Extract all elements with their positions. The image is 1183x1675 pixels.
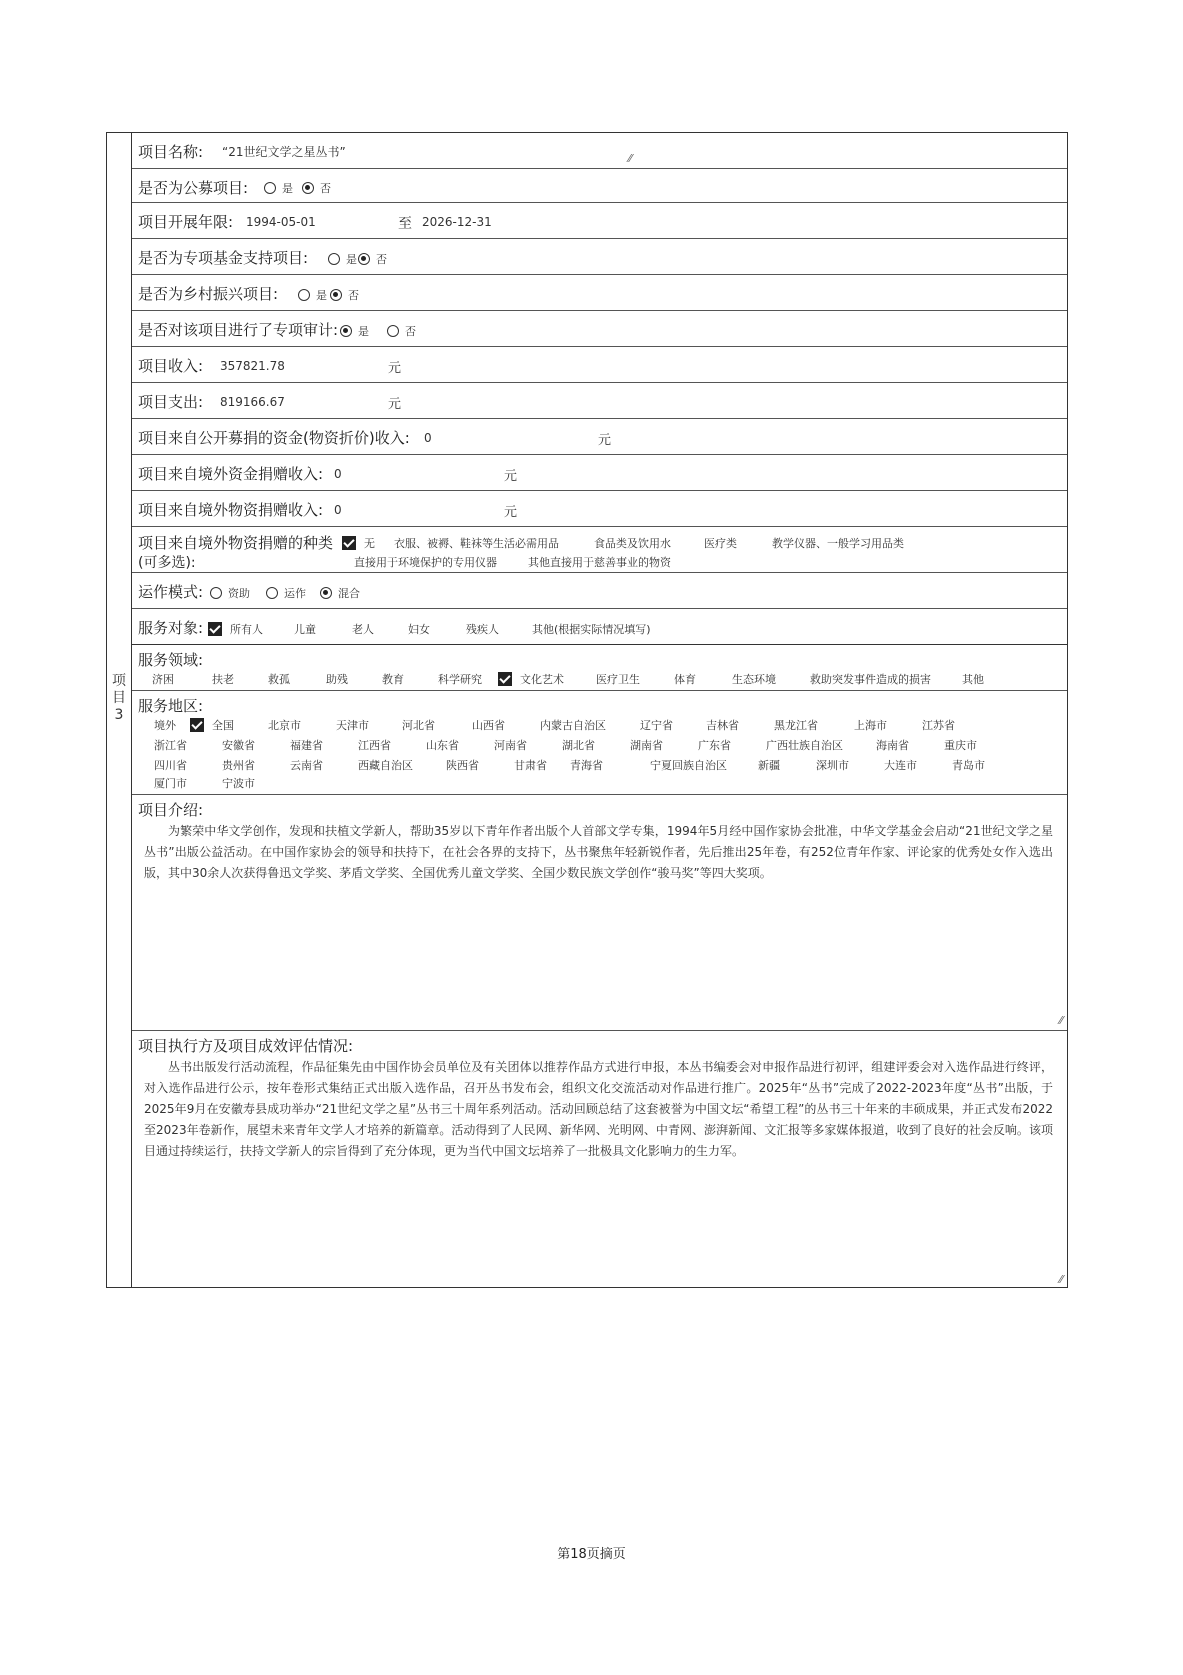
area-all[interactable]: 全国 bbox=[190, 717, 234, 733]
intro-text[interactable]: 为繁荣中华文学创作，发现和扶植文学新人，帮助35岁以下青年作者出版个人首部文学专集，1994年5月经中国作家协会批准，中华文学基金会启动“21世纪文学之星丛书”出版公益活动。在中国作家协会的领导和扶持下，在社会各界的支持下，丛书聚焦年轻新锐作者，先后推出25年卷，有252位青年作家、评论家的优秀处女作入选出版，其中30余人次获得鲁迅文学奖、茅盾文学奖、全国优秀儿童文学奖、全国少数民族文学创作“骏马奖”等四大奖项。 bbox=[144, 824, 1053, 880]
radio-icon[interactable] bbox=[298, 289, 310, 301]
area-label: 服务地区: bbox=[138, 697, 204, 715]
project-form bbox=[106, 132, 1068, 1288]
row-mode bbox=[132, 573, 1067, 609]
area-option[interactable]: 贵州省 bbox=[222, 759, 255, 772]
area-option[interactable]: 北京市 bbox=[268, 719, 301, 732]
checkbox-checked-icon[interactable] bbox=[190, 718, 204, 732]
special-fund-label: 是否为专项基金支持项目: bbox=[138, 249, 309, 267]
mode-operate[interactable]: 运作 bbox=[266, 585, 306, 601]
field-option[interactable]: 救助突发事件造成的损害 bbox=[810, 673, 931, 686]
area-option[interactable]: 江西省 bbox=[358, 739, 391, 752]
row-income bbox=[132, 347, 1067, 383]
goods-type-label: 项目来自境外物资捐赠的种类 bbox=[138, 534, 334, 552]
area-option[interactable]: 辽宁省 bbox=[640, 719, 673, 732]
audit-yes-option[interactable]: 是 bbox=[340, 323, 369, 339]
row-foreign-goods bbox=[132, 491, 1067, 527]
expense-unit: 元 bbox=[388, 397, 402, 412]
radio-selected-icon[interactable] bbox=[330, 289, 342, 301]
side-column bbox=[107, 133, 132, 1287]
area-option[interactable]: 安徽省 bbox=[222, 739, 255, 752]
area-row-1 bbox=[132, 717, 1072, 735]
public-fund-label: 项目来自公开募捐的资金(物资折价)收入: bbox=[138, 429, 410, 447]
area-option[interactable]: 四川省 bbox=[154, 759, 187, 772]
target-elderly[interactable]: 老人 bbox=[352, 623, 374, 636]
field-option[interactable]: 生态环境 bbox=[732, 673, 776, 686]
income-label: 项目收入: bbox=[138, 357, 204, 375]
side-label: 项目3 bbox=[112, 673, 126, 723]
area-option[interactable]: 宁波市 bbox=[222, 777, 255, 790]
project-name-label: 项目名称: bbox=[138, 143, 204, 161]
goods-type-food[interactable]: 食品类及饮用水 bbox=[594, 537, 671, 550]
row-target bbox=[132, 609, 1067, 645]
row-fields bbox=[132, 645, 1067, 691]
radio-selected-icon[interactable] bbox=[358, 253, 370, 265]
goods-type-environment[interactable]: 直接用于环境保护的专用仪器 bbox=[354, 556, 497, 569]
expense-label: 项目支出: bbox=[138, 393, 204, 411]
period-label: 项目开展年限: bbox=[138, 213, 234, 231]
area-option[interactable]: 厦门市 bbox=[154, 777, 187, 790]
radio-icon[interactable] bbox=[210, 587, 222, 599]
radio-icon[interactable] bbox=[264, 182, 276, 194]
area-option[interactable]: 内蒙古自治区 bbox=[540, 719, 606, 732]
area-option[interactable]: 河北省 bbox=[402, 719, 435, 732]
field-option[interactable]: 助残 bbox=[326, 673, 348, 686]
goods-type-none[interactable]: 无 bbox=[342, 535, 375, 551]
area-option[interactable]: 青岛市 bbox=[952, 759, 985, 772]
area-option[interactable]: 新疆 bbox=[758, 759, 780, 772]
goods-type-medical[interactable]: 医疗类 bbox=[704, 537, 737, 550]
form-content bbox=[132, 133, 1067, 1287]
field-option[interactable]: 救孤 bbox=[268, 673, 290, 686]
foreign-cash-unit: 元 bbox=[504, 469, 518, 484]
area-option[interactable]: 海南省 bbox=[876, 739, 909, 752]
project-name-value[interactable]: “21世纪文学之星丛书” bbox=[222, 145, 346, 159]
goods-type-label-2: (可多选): bbox=[138, 555, 196, 571]
area-option[interactable]: 大连市 bbox=[884, 759, 917, 772]
public-label: 是否为公募项目: bbox=[138, 179, 249, 197]
page-footer: 第18页摘页 bbox=[557, 1547, 626, 1562]
public-no-option[interactable]: 否 bbox=[302, 180, 331, 196]
area-row-4 bbox=[132, 775, 1072, 793]
mode-label: 运作模式: bbox=[138, 583, 204, 601]
rural-yes-option[interactable]: 是 bbox=[298, 287, 327, 303]
area-row-2 bbox=[132, 737, 1072, 755]
field-option[interactable]: 其他 bbox=[962, 673, 984, 686]
foreign-goods-unit: 元 bbox=[504, 505, 518, 520]
field-option[interactable]: 教育 bbox=[382, 673, 404, 686]
area-option[interactable]: 黑龙江省 bbox=[774, 719, 818, 732]
foreign-cash-value[interactable]: 0 bbox=[334, 467, 342, 481]
row-foreign-cash bbox=[132, 455, 1067, 491]
row-evaluation bbox=[132, 1031, 1067, 1289]
goods-type-teaching[interactable]: 教学仪器、一般学习用品类 bbox=[772, 537, 904, 550]
eval-label: 项目执行方及项目成效评估情况: bbox=[138, 1037, 354, 1055]
intro-label: 项目介绍: bbox=[138, 801, 204, 819]
special-no-option[interactable]: 否 bbox=[358, 251, 387, 267]
area-option[interactable]: 山西省 bbox=[472, 719, 505, 732]
area-option[interactable]: 湖北省 bbox=[562, 739, 595, 752]
target-children[interactable]: 儿童 bbox=[294, 623, 316, 636]
public-fund-value[interactable]: 0 bbox=[424, 431, 432, 445]
area-option[interactable]: 广东省 bbox=[698, 739, 731, 752]
field-option[interactable]: 扶老 bbox=[212, 673, 234, 686]
row-project-name bbox=[132, 133, 1067, 169]
area-option[interactable]: 西藏自治区 bbox=[358, 759, 413, 772]
field-option[interactable]: 医疗卫生 bbox=[596, 673, 640, 686]
target-other[interactable]: 其他(根据实际情况填写) bbox=[532, 623, 651, 636]
period-start[interactable]: 1994-05-01 bbox=[246, 215, 316, 229]
row-intro bbox=[132, 795, 1067, 1031]
resize-grip-icon[interactable]: ⁄⁄ bbox=[1059, 1014, 1063, 1027]
rural-label: 是否为乡村振兴项目: bbox=[138, 285, 279, 303]
foreign-goods-value[interactable]: 0 bbox=[334, 503, 342, 517]
audit-label: 是否对该项目进行了专项审计: bbox=[138, 321, 339, 339]
area-option[interactable]: 吉林省 bbox=[706, 719, 739, 732]
target-disabled[interactable]: 残疾人 bbox=[466, 623, 499, 636]
period-end[interactable]: 2026-12-31 bbox=[422, 215, 492, 229]
radio-icon[interactable] bbox=[387, 325, 399, 337]
resize-grip-icon[interactable]: ⁄⁄ bbox=[628, 152, 632, 165]
field-label: 服务领域: bbox=[138, 651, 204, 669]
field-culture[interactable]: 文化艺术 bbox=[498, 671, 564, 687]
goods-type-other[interactable]: 其他直接用于慈善事业的物资 bbox=[528, 556, 671, 569]
area-option[interactable]: 境外 bbox=[154, 719, 176, 732]
area-option[interactable]: 重庆市 bbox=[944, 739, 977, 752]
area-option[interactable]: 青海省 bbox=[570, 759, 603, 772]
area-option[interactable]: 深圳市 bbox=[816, 759, 849, 772]
public-fund-unit: 元 bbox=[598, 433, 612, 448]
row-period bbox=[132, 203, 1067, 239]
resize-grip-icon[interactable]: ⁄⁄ bbox=[1059, 1273, 1063, 1286]
public-yes-option[interactable]: 是 bbox=[264, 180, 293, 196]
area-option[interactable]: 浙江省 bbox=[154, 739, 187, 752]
radio-selected-icon[interactable] bbox=[320, 587, 332, 599]
income-value[interactable]: 357821.78 bbox=[220, 359, 285, 373]
area-option[interactable]: 宁夏回族自治区 bbox=[650, 759, 727, 772]
special-yes-option[interactable]: 是 bbox=[328, 251, 357, 267]
area-option[interactable]: 湖南省 bbox=[630, 739, 663, 752]
area-option[interactable]: 江苏省 bbox=[922, 719, 955, 732]
field-option[interactable]: 济困 bbox=[152, 673, 174, 686]
area-option[interactable]: 广西壮族自治区 bbox=[766, 739, 843, 752]
area-option[interactable]: 福建省 bbox=[290, 739, 323, 752]
area-option[interactable]: 甘肃省 bbox=[514, 759, 547, 772]
period-to: 至 bbox=[398, 216, 412, 232]
checkbox-checked-icon[interactable] bbox=[498, 672, 512, 686]
field-option[interactable]: 科学研究 bbox=[438, 673, 482, 686]
checkbox-checked-icon[interactable] bbox=[342, 536, 356, 550]
rural-no-option[interactable]: 否 bbox=[330, 287, 359, 303]
target-women[interactable]: 妇女 bbox=[408, 623, 430, 636]
eval-text[interactable]: 丛书出版发行活动流程，作品征集先由中国作协会员单位及有关团体以推荐作品方式进行申报，本丛书编委会对申报作品进行初评，组建评委会对入选作品进行终评，对入选作品进行公示，按年卷形式集结正式出版入选作品，召开丛书发布会，组织文化交流活动对作品进行推广。2025年“丛书”完成了2022-2023年度“丛书”出版，于2025年9月在安徽寿县成功举办“21世纪文学之星”丛书三十周年系列活动。活动回顾总结了这套被誉为中国文坛“希望工程”的丛书三十年来的丰硕成果，并正式发布2022至2023年卷新作，展望未来青年文学人才培养的新篇章。活动得到了人民网、新华网、光明网、中青网、澎湃新闻、文汇报等多家媒体报道，收到了良好的社会反响。该项目通过持续运行，扶持文学新人的宗旨得到了充分体现，更为当代中国文坛培养了一批极具文化影响力的生力军。 bbox=[144, 1060, 1053, 1158]
row-areas bbox=[132, 691, 1067, 795]
target-all[interactable]: 所有人 bbox=[208, 621, 263, 637]
row-public-fund bbox=[132, 419, 1067, 455]
row-rural bbox=[132, 275, 1067, 311]
mode-funding[interactable]: 资助 bbox=[210, 585, 250, 601]
area-option[interactable]: 天津市 bbox=[336, 719, 369, 732]
row-expense bbox=[132, 383, 1067, 419]
mode-mixed[interactable]: 混合 bbox=[320, 585, 360, 601]
checkbox-checked-icon[interactable] bbox=[208, 622, 222, 636]
target-label: 服务对象: bbox=[138, 619, 204, 637]
radio-selected-icon[interactable] bbox=[302, 182, 314, 194]
audit-no-option[interactable]: 否 bbox=[387, 323, 416, 339]
radio-selected-icon[interactable] bbox=[340, 325, 352, 337]
field-options bbox=[132, 671, 1072, 689]
area-row-3 bbox=[132, 757, 1072, 775]
goods-type-daily[interactable]: 衣服、被褥、鞋袜等生活必需用品 bbox=[394, 537, 559, 550]
radio-icon[interactable] bbox=[328, 253, 340, 265]
expense-value[interactable]: 819166.67 bbox=[220, 395, 285, 409]
foreign-cash-label: 项目来自境外资金捐赠收入: bbox=[138, 465, 324, 483]
foreign-goods-label: 项目来自境外物资捐赠收入: bbox=[138, 501, 324, 519]
area-option[interactable]: 山东省 bbox=[426, 739, 459, 752]
radio-icon[interactable] bbox=[266, 587, 278, 599]
area-option[interactable]: 陕西省 bbox=[446, 759, 479, 772]
row-special-fund bbox=[132, 239, 1067, 275]
area-option[interactable]: 上海市 bbox=[854, 719, 887, 732]
row-audit bbox=[132, 311, 1067, 347]
area-option[interactable]: 云南省 bbox=[290, 759, 323, 772]
field-option[interactable]: 体育 bbox=[674, 673, 696, 686]
income-unit: 元 bbox=[388, 361, 402, 376]
row-goods-types bbox=[132, 527, 1067, 573]
area-option[interactable]: 河南省 bbox=[494, 739, 527, 752]
row-public bbox=[132, 169, 1067, 203]
